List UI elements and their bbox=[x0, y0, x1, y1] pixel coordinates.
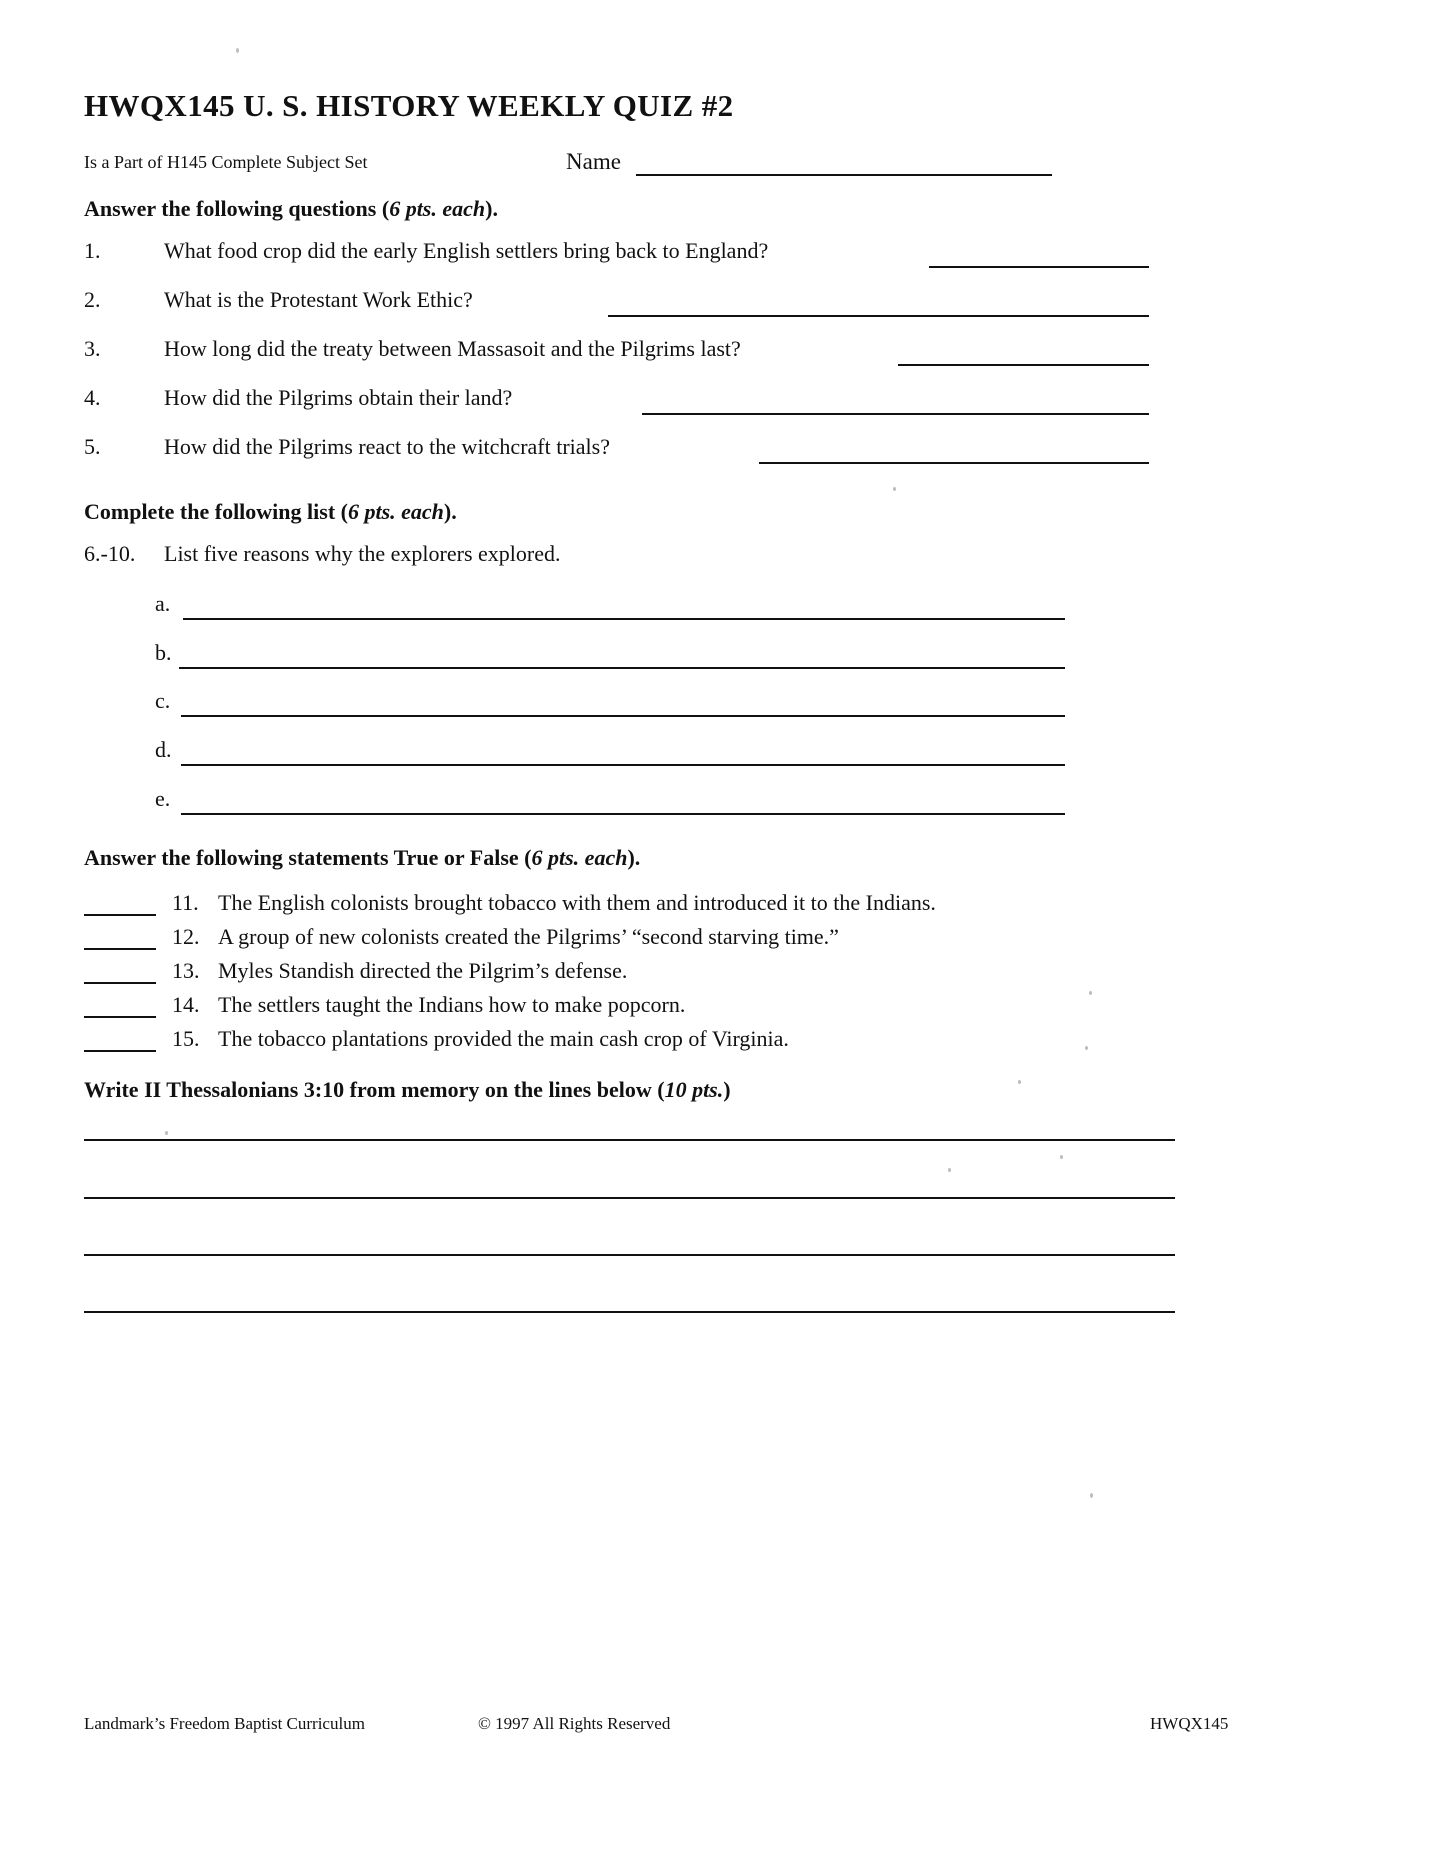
heading-text-after: ). bbox=[485, 196, 498, 221]
memory-verse-line[interactable] bbox=[84, 1254, 1175, 1256]
name-label: Name bbox=[566, 149, 621, 174]
heading-text-after: ). bbox=[627, 845, 641, 870]
question-text: What food crop did the early English settlers bring back to England? bbox=[164, 238, 769, 263]
question-text: How did the Pilgrims react to the witchcraft trials? bbox=[164, 434, 610, 459]
list-item bbox=[155, 640, 1365, 674]
truefalse-answer-blank[interactable] bbox=[84, 948, 156, 950]
subheader-row bbox=[84, 149, 1364, 180]
question-number: 4. bbox=[84, 385, 101, 410]
answer-blank-line[interactable] bbox=[608, 315, 1149, 317]
truefalse-text: The settlers taught the Indians how to make popcorn. bbox=[218, 992, 686, 1017]
answer-blank-line[interactable] bbox=[898, 364, 1149, 366]
answer-blank-line[interactable] bbox=[759, 462, 1149, 464]
scan-speck bbox=[236, 48, 239, 53]
list-blank-line[interactable] bbox=[179, 667, 1065, 669]
truefalse-row bbox=[84, 890, 1364, 922]
list-item-letter: b. bbox=[155, 640, 172, 665]
page-title: HWQX145 U. S. HISTORY WEEKLY QUIZ #2 bbox=[84, 88, 734, 123]
scan-speck bbox=[1090, 1493, 1093, 1498]
truefalse-number: 14. bbox=[172, 992, 200, 1017]
name-blank-line[interactable] bbox=[636, 174, 1052, 176]
scan-speck bbox=[1060, 1155, 1063, 1159]
list-item bbox=[155, 737, 1365, 771]
list-item bbox=[155, 688, 1365, 722]
memory-verse-line[interactable] bbox=[84, 1311, 1175, 1313]
truefalse-answer-blank[interactable] bbox=[84, 982, 156, 984]
heading-points: 6 pts. each bbox=[347, 499, 444, 524]
list-prompt-number: 6.-10. bbox=[84, 541, 136, 566]
truefalse-row bbox=[84, 992, 1364, 1024]
question-row bbox=[84, 385, 1364, 419]
footer-copyright: © 1997 All Rights Reserved bbox=[478, 1714, 671, 1733]
question-row bbox=[84, 434, 1364, 468]
list-item-letter: c. bbox=[155, 688, 171, 713]
truefalse-number: 15. bbox=[172, 1026, 200, 1051]
list-blank-line[interactable] bbox=[183, 618, 1065, 620]
heading-text-before: Write II Thessalonians 3:10 from memory on the lines below ( bbox=[84, 1077, 665, 1102]
truefalse-number: 12. bbox=[172, 924, 200, 949]
answer-blank-line[interactable] bbox=[642, 413, 1149, 415]
truefalse-text: The English colonists brought tobacco with them and introduced it to the Indians. bbox=[218, 890, 936, 915]
question-number: 2. bbox=[84, 287, 101, 312]
footer-publisher: Landmark’s Freedom Baptist Curriculum bbox=[84, 1714, 365, 1733]
question-row bbox=[84, 287, 1364, 321]
footer-document-code: HWQX145 bbox=[1150, 1714, 1229, 1733]
list-item bbox=[155, 786, 1365, 820]
scan-speck bbox=[165, 1131, 168, 1135]
scan-speck bbox=[1018, 1080, 1021, 1084]
question-row bbox=[84, 238, 1364, 272]
question-text: How did the Pilgrims obtain their land? bbox=[164, 385, 513, 410]
heading-text-after: ). bbox=[443, 499, 457, 524]
memory-verse-line[interactable] bbox=[84, 1197, 1175, 1199]
list-item-letter: e. bbox=[155, 786, 171, 811]
truefalse-answer-blank[interactable] bbox=[84, 914, 156, 916]
truefalse-text: Myles Standish directed the Pilgrim’s defense. bbox=[218, 958, 628, 983]
list-item-letter: a. bbox=[155, 591, 171, 616]
list-prompt-row bbox=[84, 541, 1364, 575]
scan-speck bbox=[893, 487, 896, 491]
section-heading-memory-verse bbox=[84, 1077, 731, 1103]
truefalse-answer-blank[interactable] bbox=[84, 1050, 156, 1052]
scan-speck bbox=[948, 1168, 951, 1172]
heading-text-after: ) bbox=[723, 1077, 731, 1102]
truefalse-row bbox=[84, 924, 1364, 956]
truefalse-row bbox=[84, 1026, 1364, 1058]
heading-text-before: Answer the following statements True or False ( bbox=[84, 845, 532, 870]
list-blank-line[interactable] bbox=[181, 715, 1065, 717]
heading-text-before: Complete the following list ( bbox=[84, 499, 348, 524]
list-prompt-text: List five reasons why the explorers explored. bbox=[164, 541, 561, 566]
truefalse-row bbox=[84, 958, 1364, 990]
heading-text-before: Answer the following questions ( bbox=[84, 196, 390, 221]
question-text: How long did the treaty between Massasoit and the Pilgrims last? bbox=[164, 336, 741, 361]
subject-set-label: Is a Part of H145 Complete Subject Set bbox=[84, 152, 368, 172]
memory-verse-line[interactable] bbox=[84, 1139, 1175, 1141]
question-text: What is the Protestant Work Ethic? bbox=[164, 287, 473, 312]
heading-points: 6 pts. each bbox=[389, 196, 486, 221]
list-blank-line[interactable] bbox=[181, 764, 1065, 766]
truefalse-text: The tobacco plantations provided the main cash crop of Virginia. bbox=[218, 1026, 789, 1051]
list-item bbox=[155, 591, 1365, 625]
heading-points: 6 pts. each bbox=[531, 845, 628, 870]
truefalse-answer-blank[interactable] bbox=[84, 1016, 156, 1018]
truefalse-number: 11. bbox=[172, 890, 199, 915]
question-number: 3. bbox=[84, 336, 101, 361]
truefalse-number: 13. bbox=[172, 958, 200, 983]
question-number: 5. bbox=[84, 434, 101, 459]
question-row bbox=[84, 336, 1364, 370]
page-footer bbox=[84, 1714, 1279, 1740]
list-blank-line[interactable] bbox=[181, 813, 1065, 815]
list-item-letter: d. bbox=[155, 737, 172, 762]
question-number: 1. bbox=[84, 238, 101, 263]
answer-blank-line[interactable] bbox=[929, 266, 1149, 268]
truefalse-text: A group of new colonists created the Pilgrims’ “second starving time.” bbox=[218, 924, 839, 949]
heading-points: 10 pts. bbox=[664, 1077, 724, 1102]
section-heading-questions bbox=[84, 196, 498, 222]
section-heading-truefalse bbox=[84, 845, 640, 871]
section-heading-list bbox=[84, 499, 457, 525]
